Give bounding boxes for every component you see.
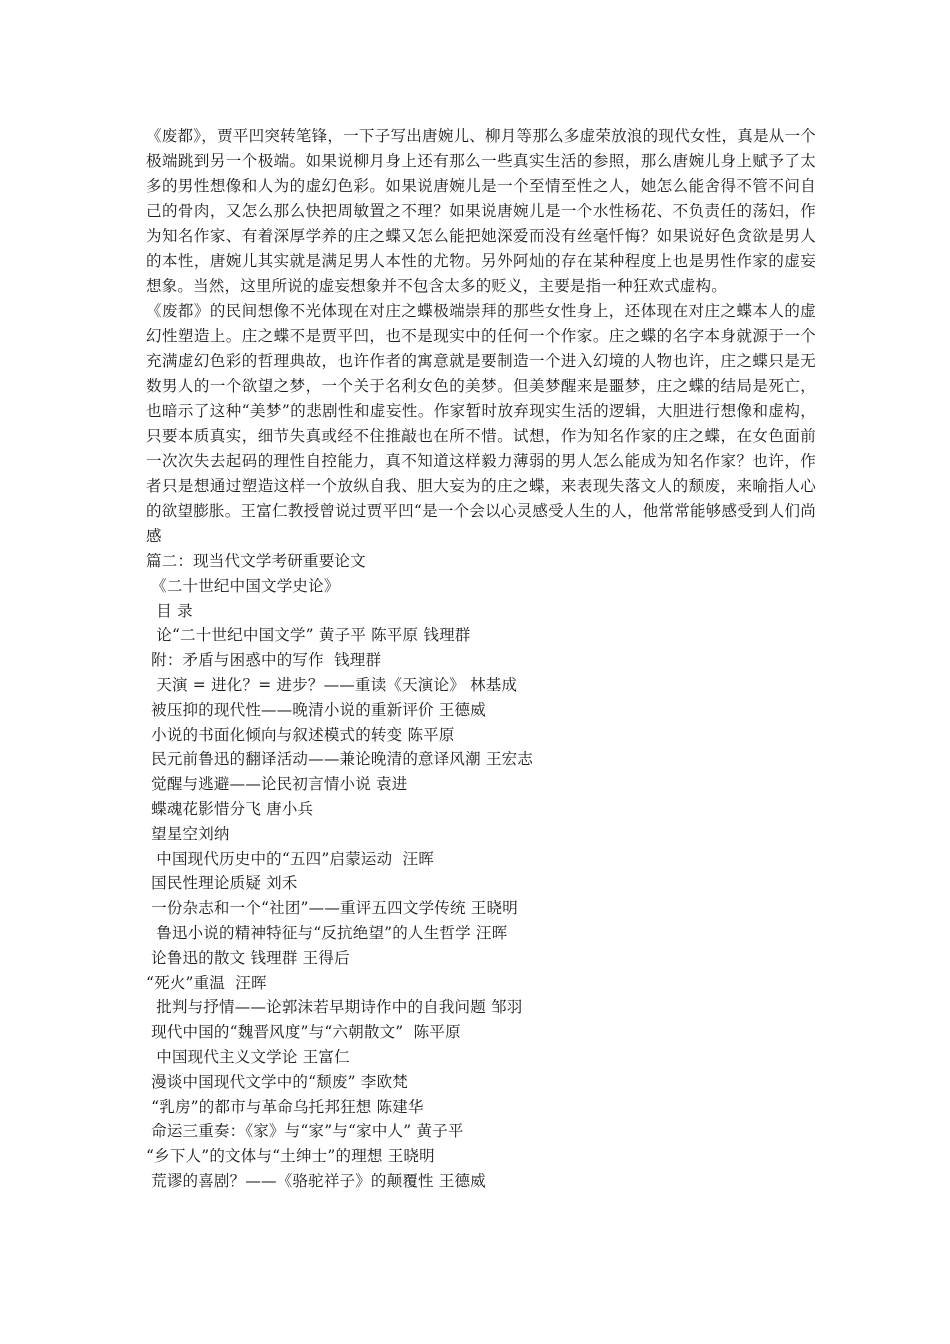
toc-entry: 论“二十世纪中国文学” 黄子平 陈平原 钱理群 (146, 626, 471, 645)
toc-entry: 民元前鲁迅的翻译活动——兼论晚清的意译风潮 王宏志 (146, 750, 534, 769)
toc-entry: 望星空刘纳 (146, 824, 230, 843)
toc-entry: 觉醒与逃避——论民初言情小说 袁进 (146, 775, 408, 794)
toc-entry: 命运三重奏：《家》与“家”与“家中人” 黄子平 (146, 1122, 464, 1141)
toc-entry: 附：矛盾与困惑中的写作 钱理群 (146, 651, 382, 670)
toc-entry: “乳房”的都市与革命乌托邦狂想 陈建华 (146, 1097, 424, 1116)
toc-entry: 中国现代历史中的“五四”启蒙运动 汪晖 (146, 849, 434, 868)
toc-entry: 蝶魂花影惜分飞 唐小兵 (146, 799, 314, 818)
paragraph-feidu-female-characters: 《废都》，贾平凹突转笔锋，一下子写出唐婉儿、柳月等那么多虚荣放浪的现代女性，真是从一个极端跳到另一个极端。如果说柳月身上还有那么一些真实生活的参照，那么唐婉儿身上赋予了太多的男性想像和人为的虚幻色彩。如果说唐婉儿是一个至情至性之人，她怎么能舍得不管不问自己的骨肉，又怎么那么快把周敏置之不理？如果说唐婉儿是一个水性杨花、不负责任的荡妇，作为知名作家、有着深厚学养的庄之蝶又怎么能把她深爱而没有丝毫忏悔？如果说好色贪欲是男人的本性，唐婉儿其实就是满足男人本性的尤物。另外阿灿的存在某种程度上也是男性作家的虚妄想象。当然，这里所说的虚妄想象并不包含太多的贬义，主要是指一种狂欢式虚构。 (146, 127, 816, 295)
toc-entry: 批判与抒情——论郭沫若早期诗作中的自我问题 邹羽 (146, 998, 523, 1017)
toc-entry: 一份杂志和一个“社团”——重评五四文学传统 王晓明 (146, 899, 518, 918)
toc-entry: 小说的书面化倾向与叙述模式的转变 陈平原 (146, 725, 455, 744)
toc-entry: 国民性理论质疑 刘禾 (146, 874, 298, 893)
section-heading: 篇二：现当代文学考研重要论文 (146, 552, 366, 570)
toc-entry: “乡下人”的文体与“土绅士”的理想 王晓明 (146, 1147, 435, 1166)
toc-entry: 现代中国的“魏晋风度”与“六朝散文” 陈平原 (146, 1023, 461, 1042)
paragraph-feidu-zhuang-zhidie: 《废都》的民间想像不光体现在对庄之蝶极端崇拜的那些女性身上，还体现在对庄之蝶本人的虚幻性塑造上。庄之蝶不是贾平凹，也不是现实中的任何一个作家。庄之蝶的名字本身就源于一个充满虚幻色彩的哲理典故，也许作者的寓意就是要制造一个进入幻境的人物也许，庄之蝶只是无数男人的一个欲望之梦，一个关于名利女色的美梦。但美梦醒来是噩梦，庄之蝶的结局是死亡，也暗示了这种“美梦”的悲剧性和虚妄性。作家暂时放弃现实生活的逻辑，大胆进行想像和虚构，只要本质真实，细节失真或经不住推敲也在所不惜。试想，作为知名作家的庄之蝶，在女色面前一次次失去起码的理性自控能力，真不知道这样毅力薄弱的男人怎么能成为知名作家？也许，作者只是想通过塑造这样一个放纵自我、胆大妄为的庄之蝶，来表现失落文人的颓废，来喻指人心的欲望膨胀。王富仁教授曾说过贾平凹“是一个会以心灵感受人生的人，他常常能够感受到人们尚感 (146, 302, 816, 545)
toc-entry: 被压抑的现代性——晚清小说的重新评价 王德威 (146, 700, 486, 719)
toc-entry: 漫谈中国现代文学中的“颓废” 李欧梵 (146, 1072, 409, 1091)
book-title: 《二十世纪中国文学史论》 (146, 576, 340, 595)
toc-entry: 论鲁迅的散文 钱理群 王得后 (146, 948, 350, 967)
toc-heading: 目 录 (146, 601, 193, 620)
toc-entry: 荒谬的喜剧？——《骆驼祥子》的颠覆性 王德威 (146, 1171, 486, 1190)
toc-entry: 鲁迅小说的精神特征与“反抗绝望”的人生哲学 汪晖 (146, 923, 508, 942)
toc-entry: “死火”重温 汪晖 (146, 973, 267, 992)
toc-section (146, 549, 816, 1194)
document-page (146, 124, 816, 1194)
toc-entry: 天演 = 进化？= 进步？——重读《天演论》 林基成 (146, 675, 518, 694)
toc-entry: 中国现代主义文学论 王富仁 (146, 1047, 350, 1066)
